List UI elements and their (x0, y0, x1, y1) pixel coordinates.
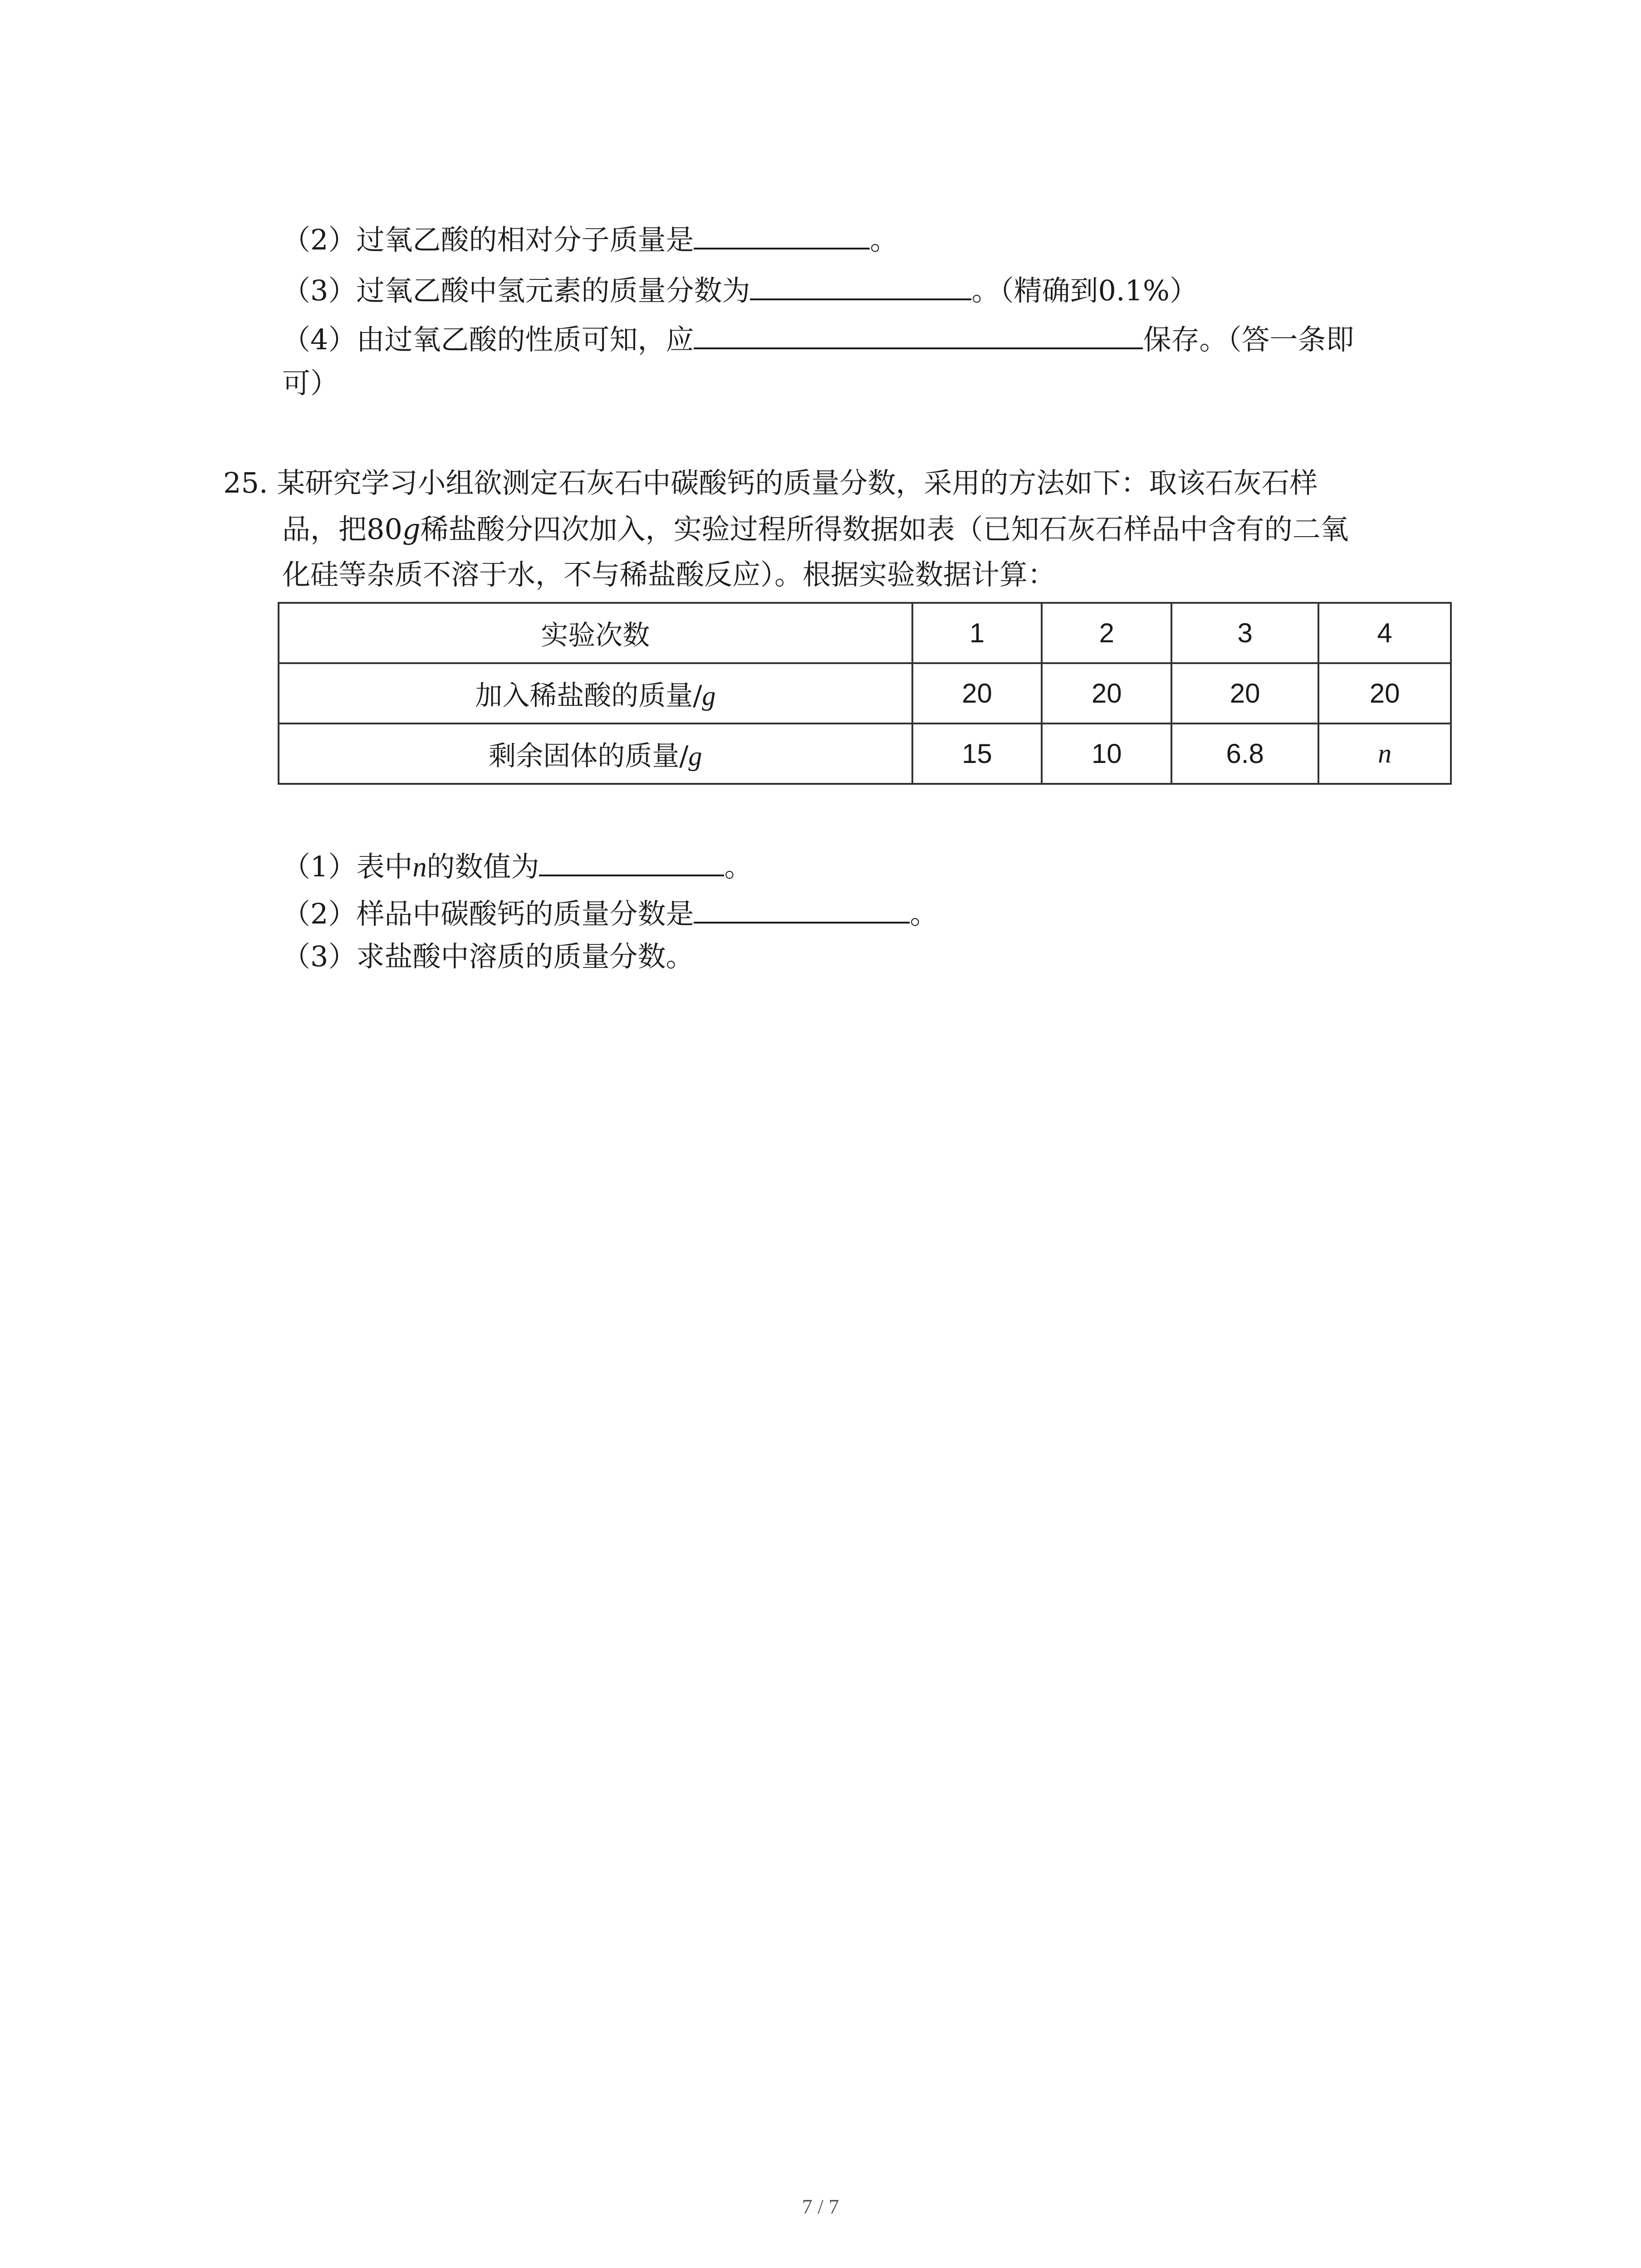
q24-part3-text: （3）过氧乙酸中氢元素的质量分数为 (282, 274, 750, 307)
q24-part4-continuation: 可） (282, 367, 339, 400)
header-value-cell: 1 (912, 603, 1042, 663)
q25-part1-answer-blank[interactable] (539, 845, 724, 876)
q25-part2 (282, 892, 938, 934)
table-cell: 15 (912, 723, 1042, 784)
q24-part2-end: 。 (870, 223, 898, 256)
q25-stem-unit-g: g (402, 513, 421, 546)
q24-part4 (282, 318, 1354, 360)
row-label-text: 加入稀盐酸的质量/ (475, 679, 702, 712)
row-label-cell (279, 663, 912, 723)
header-value-cell: 2 (1042, 603, 1171, 663)
q24-part4-end: 保存。（答一条即 (1143, 323, 1354, 356)
row-label-unit: g (702, 680, 716, 711)
q25-number: 25. (223, 466, 268, 499)
q25-stem-text1: 某研究学习小组欲测定石灰石中碳酸钙的质量分数，采用的方法如下：取该石灰石样 (277, 466, 1318, 499)
table-header-row (279, 603, 1451, 663)
table-row-acid-added (279, 663, 1451, 723)
table-cell: 10 (1042, 723, 1171, 784)
q25-part1-var-n: n (412, 852, 427, 883)
q24-part2 (282, 218, 898, 260)
table-cell: 20 (1042, 663, 1171, 723)
q25-part1-text-b: 的数值为 (426, 850, 539, 883)
q24-part4-answer-blank[interactable] (694, 318, 1143, 349)
row-label-unit: g (688, 741, 702, 771)
q25-part1-end: 。 (724, 850, 753, 883)
q24-part4-text: （4）由过氧乙酸的性质可知，应 (282, 323, 694, 356)
table-cell: 6.8 (1171, 723, 1318, 784)
q25-stem-text2a: 品，把80 (282, 513, 402, 546)
header-value-cell: 3 (1171, 603, 1318, 663)
table-cell: 20 (912, 663, 1042, 723)
q25-stem-line1 (223, 463, 1318, 503)
row-label-cell (279, 723, 912, 784)
q25-stem-line2 (282, 509, 1349, 550)
q25-stem-text2b: 稀盐酸分四次加入，实验过程所得数据如表（已知石灰石样品中含有的二氧 (420, 513, 1349, 546)
table-cell: 20 (1318, 663, 1451, 723)
q24-part2-text: （2）过氧乙酸的相对分子质量是 (282, 223, 694, 256)
q25-stem-line3: 化硅等杂质不溶于水，不与稀盐酸反应）。根据实验数据计算： (282, 558, 1056, 591)
q24-part2-answer-blank[interactable] (694, 218, 870, 249)
q24-part3-end: 。（精确到0.1%） (971, 274, 1198, 307)
q25-part2-end: 。 (910, 897, 938, 930)
q25-part2-answer-blank[interactable] (694, 892, 910, 924)
page-number: 7 / 7 (802, 2195, 839, 2218)
q25-part1-text-a: （1）表中 (282, 850, 413, 883)
header-label-cell: 实验次数 (279, 603, 912, 663)
header-value-cell: 4 (1318, 603, 1451, 663)
table-row-remaining-solid (279, 723, 1451, 784)
q25-part3: （3）求盐酸中溶质的质量分数。 (282, 940, 694, 973)
table-cell-unknown-n: n (1318, 723, 1451, 784)
q25-part2-text: （2）样品中碳酸钙的质量分数是 (282, 897, 694, 930)
row-label-text: 剩余固体的质量/ (489, 740, 689, 772)
q24-part3 (282, 269, 1198, 311)
experiment-data-table (278, 602, 1452, 785)
q25-part1 (282, 845, 752, 888)
q24-part3-answer-blank[interactable] (750, 269, 971, 300)
table-cell: 20 (1171, 663, 1318, 723)
